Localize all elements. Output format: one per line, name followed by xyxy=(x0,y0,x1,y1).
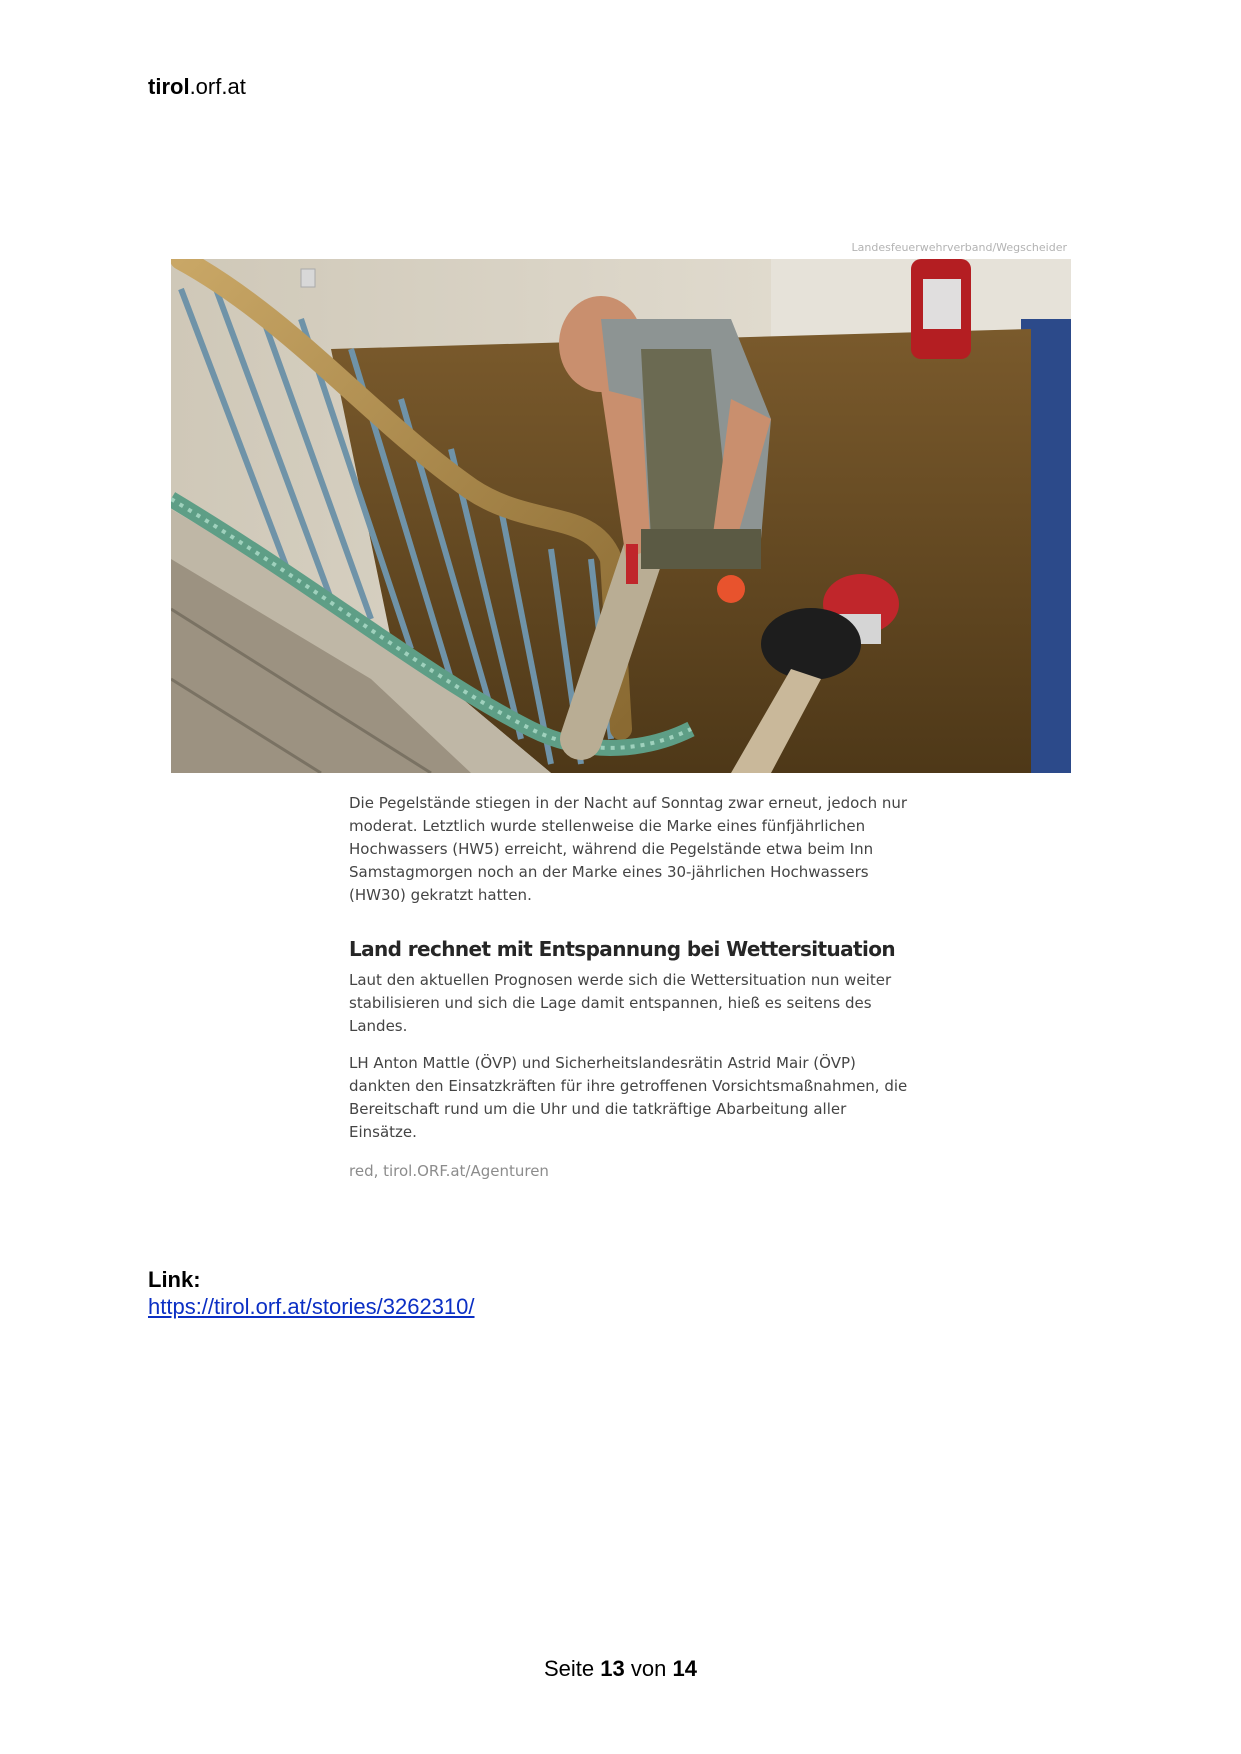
article-paragraph-2: LH Anton Mattle (ÖVP) und Sicherheitslandesrätin Astrid Mair (ÖVP) dankten den Einsatzkräften für ihre getroffenen Vorsichtsmaßnahmen, die Bereitschaft rund um die Uhr und die tatkräftige Abarbeitung aller Einsätze. xyxy=(349,1054,908,1141)
link-label: Link: xyxy=(148,1267,201,1292)
article-subheading: Land rechnet mit Entspannung bei Wettersituation xyxy=(349,937,896,961)
article-body xyxy=(349,792,909,1183)
link-block xyxy=(148,1266,475,1320)
total-pages: 14 xyxy=(672,1656,697,1681)
brand-domain: .orf.at xyxy=(189,74,246,99)
site-header xyxy=(148,74,246,100)
photo-credit: Landesfeuerwehrverband/Wegscheider xyxy=(851,241,1067,254)
page-middle: von xyxy=(630,1656,667,1681)
page-prefix: Seite xyxy=(544,1656,595,1681)
article-lead-paragraph: Die Pegelstände stiegen in der Nacht auf Sonntag zwar erneut, jedoch nur moderat. Letztlich wurde stellenweise die Marke eines fünfjährlichen Hochwassers (HW5) erreicht, während die Pegelstände etwa beim Inn Samstagmorgen noch an der Marke eines 30-jährlichen Hochwassers (HW30) gekratzt hatten. xyxy=(349,794,908,904)
brand-name: tirol xyxy=(148,74,190,99)
article-source: red, tirol.ORF.at/Agenturen xyxy=(349,1162,549,1180)
story-link[interactable]: https://tirol.orf.at/stories/3262310/ xyxy=(148,1294,475,1319)
current-page: 13 xyxy=(600,1656,625,1681)
page-number xyxy=(0,1656,1241,1682)
article-paragraph-1: Laut den aktuellen Prognosen werde sich die Wettersituation nun weiter stabilisieren und sich die Lage damit entspannen, hieß es seitens des Landes. xyxy=(349,971,892,1035)
flooded-staircase-photo xyxy=(171,259,1071,773)
